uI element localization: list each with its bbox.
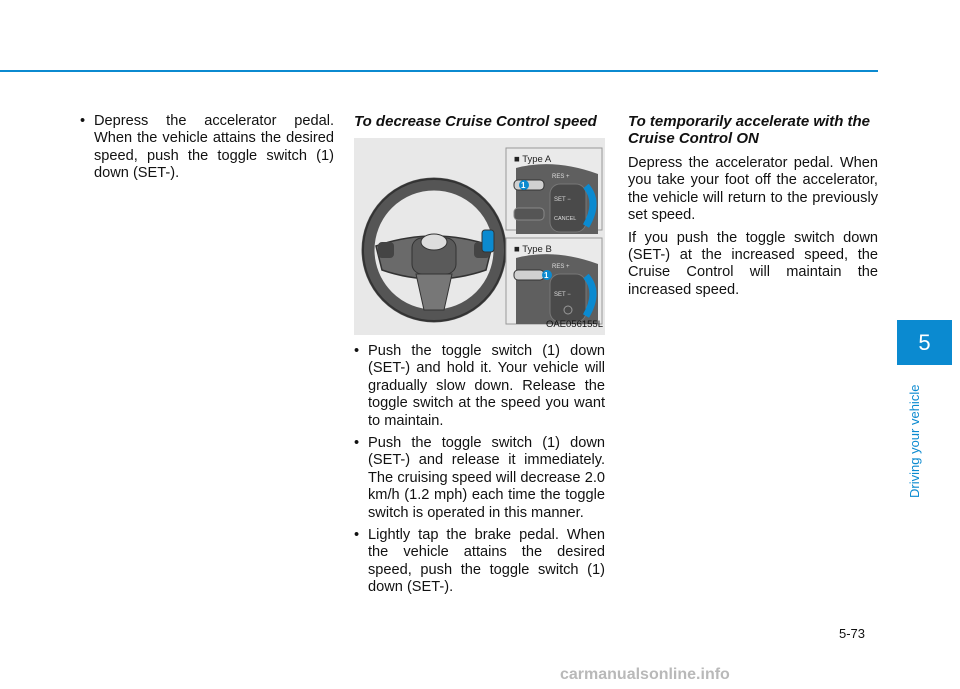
res-label-b: RES +: [552, 264, 570, 270]
section-heading: To temporarily accelerate with the Cruise Control ON: [628, 113, 871, 147]
chapter-tab: 5: [897, 320, 952, 365]
page-number: 5-73: [839, 626, 866, 641]
list-item: • Push the toggle switch (1) down (SET-) and release it immediately. The cruising speed will decrease 2.0 km/h (1.2 mph) each time the toggle switch is operated in this manner.: [354, 435, 605, 522]
middle-column: [354, 113, 605, 602]
list-item: • Depress the accelerator pedal. When the vehicle attains the desired speed, push the toggle switch (1) down (SET-).: [80, 113, 334, 183]
set-label-b: SET −: [554, 292, 571, 298]
set-label-a: SET −: [554, 197, 571, 203]
header-rule: [0, 70, 878, 72]
list-item: • Push the toggle switch (1) down (SET-) and hold it. Your vehicle will gradually slow down. Release the toggle switch at the speed you want to maintain.: [354, 343, 605, 430]
type-a-label: ■ Type A: [514, 154, 552, 165]
paragraph: If you push the toggle switch down (SET-) at the increased speed, the Cruise Control will maintain the increased speed.: [628, 229, 878, 298]
figure-code: OAE056155L: [545, 318, 603, 330]
right-column: [628, 113, 878, 304]
cancel-label: CANCEL: [554, 216, 577, 222]
steering-wheel-figure: [354, 138, 605, 335]
steering-wheel-icon: [363, 179, 505, 321]
res-label-a: RES +: [552, 174, 570, 180]
paragraph: Depress the accelerator pedal. When you take your foot off the accelerator, the vehicle will return to the previously set speed.: [628, 155, 878, 224]
callout-1-b: 1: [544, 271, 549, 280]
list-item: • Lightly tap the brake pedal. When the vehicle attains the desired speed, push the toggle switch (1) down (SET-).: [354, 527, 605, 597]
type-b-label: ■ Type B: [514, 244, 552, 255]
chapter-label: Driving your vehicle: [907, 384, 922, 498]
left-column: [80, 113, 334, 188]
steering-wheel-illustration: [354, 138, 605, 335]
callout-1-a: 1: [521, 181, 526, 190]
watermark: carmanualsonline.info: [560, 666, 730, 683]
section-heading: To decrease Cruise Control speed: [354, 113, 597, 130]
